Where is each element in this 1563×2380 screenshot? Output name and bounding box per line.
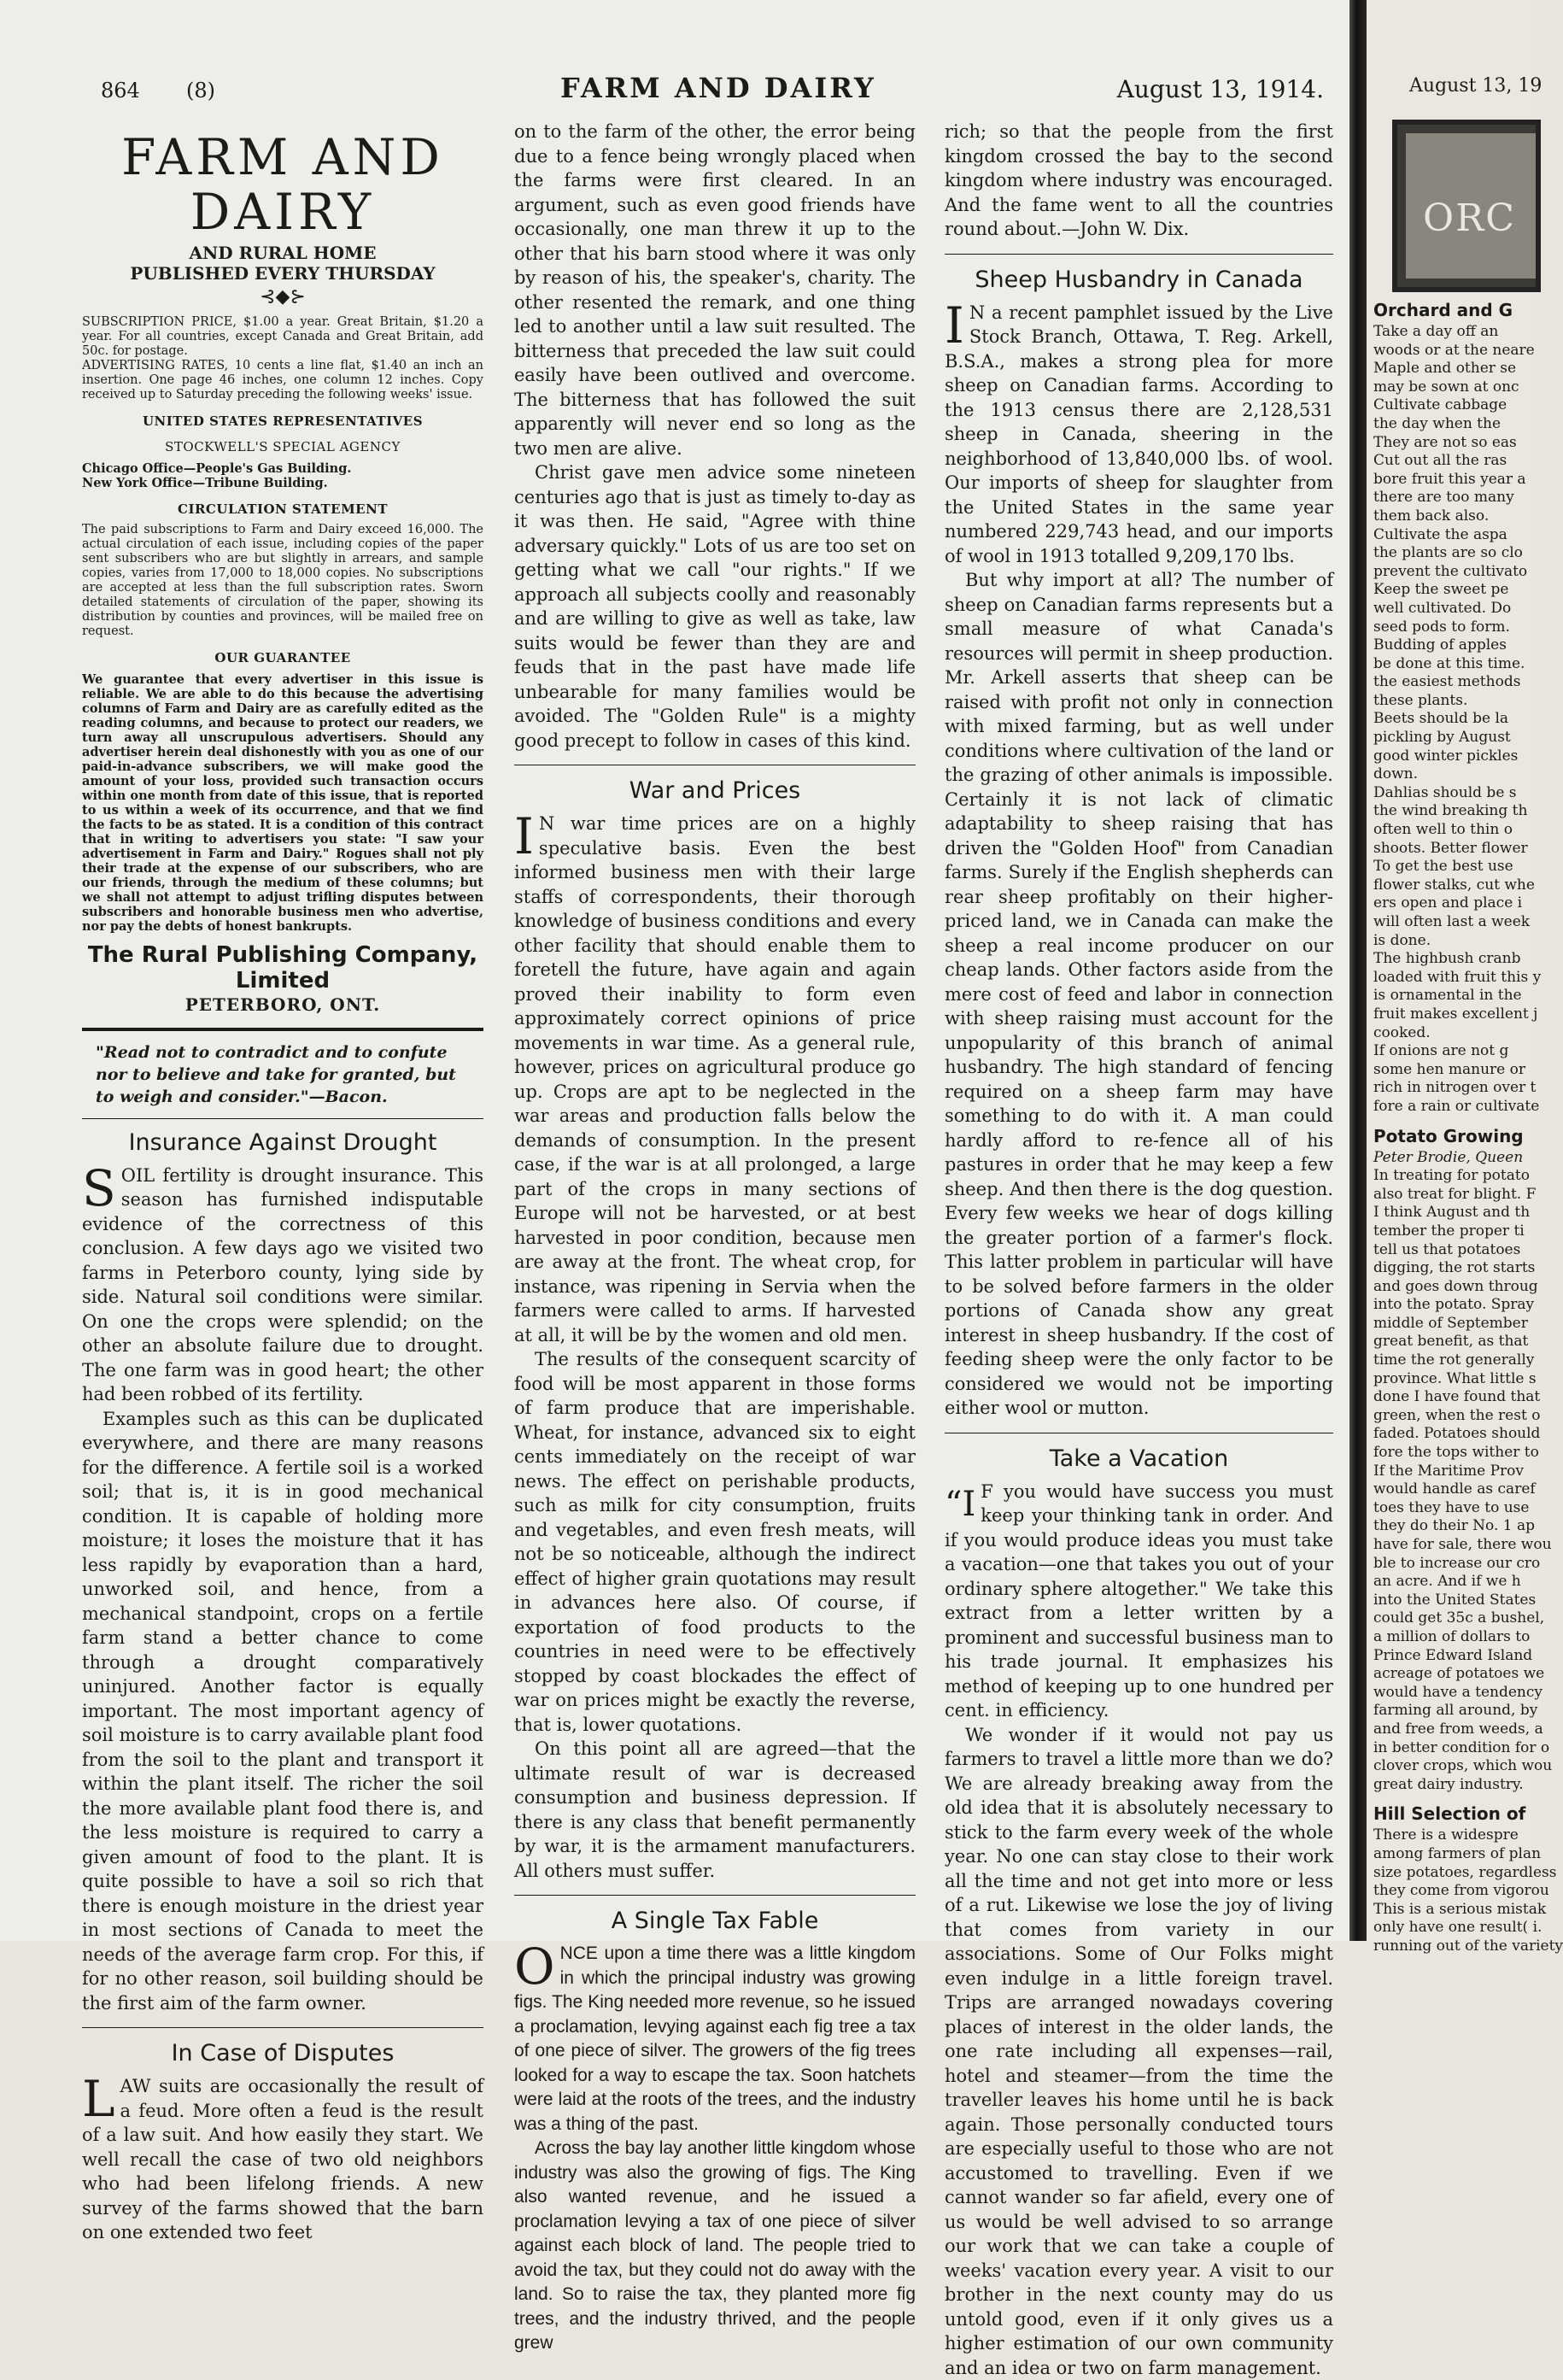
- text-line: woods or at the neare: [1373, 342, 1531, 361]
- guarantee-text: We guarantee that every advertiser in this issue is reliable. We are able to do this because the advertising columns of Farm and Dairy are as carefully edited as the reading columns, and because to protect our readers, we turn away all unscrupulous advertisers. Should any advertiser herein deal dishonestly with you as one of our paid-in-advance subscribers, we will make good the amount of your loss, provided such transaction occurs within one month from date of this issue, that is reported to us within a week of its occurrence, and that we find the facts to be as stated. It is a condition of this contract that in writing to advertisers you state: "I saw your advertisement in Farm and Dairy." Rogues shall not ply their trade at the expense of our subscribers, who are our friends, through the medium of these columns; but we shall not attempt to adjust trifling disputes between subscribers and honorable business men who advertise, nor pay the debts of honest bankrupts.: [82, 672, 483, 934]
- text-line: great dairy industry.: [1373, 1776, 1531, 1795]
- disputes-title: In Case of Disputes: [82, 2027, 483, 2067]
- vacation-p2: We wonder if it would not pay us farmers to travel a little more than we do? We are already breaking away from the old idea that it is absolutely necessary to stick to the farm every week of the whole year. No one can stay close to their work all the time and not get into more or less of a rut. Likewise we lose the joy of living that comes from variety in our associations. Some of Our Folks might even indulge in a little foreign travel. Trips are arranged nowadays covering places of interest in the older lands, the one rate including all expenses—rail, hotel and steamer—from the time the traveller leaves his home until he is back again. Those personally conducted tours are especially useful to those who are not accustomed to travelling. Even if we cannot wander so far afield, every one of us would be well advised to so arrange our work that we can take a couple of weeks' vacation every year. A visit to our brother in the next county may do us untold good, even if it only gives us a higher estimation of our own community and an idea or two on farm management.: [945, 1723, 1333, 2380]
- text-line: province. What little s: [1373, 1370, 1531, 1389]
- publisher-name: The Rural Publishing Company, Limited: [82, 942, 483, 994]
- facing-page-date: August 13, 19: [1409, 75, 1542, 97]
- text-line: Cultivate cabbage: [1373, 396, 1531, 415]
- text-line: they come from vigorou: [1373, 1882, 1531, 1901]
- text-line: tell us that potatoes: [1373, 1241, 1531, 1260]
- subscription-text: SUBSCRIPTION PRICE, $1.00 a year. Great Britain, $1.20 a year. For all countries, except Canada and Great Britain, add 50c. for postage.: [82, 315, 483, 359]
- column-3: [945, 120, 1333, 2380]
- text-line: rich in nitrogen over t: [1373, 1079, 1531, 1098]
- text-line: and goes down throug: [1373, 1278, 1531, 1297]
- potato-author: Peter Brodie, Queen: [1373, 1149, 1531, 1168]
- drop-cap: L: [82, 2078, 115, 2120]
- text-line: middle of September: [1373, 1315, 1531, 1334]
- page-header: [101, 72, 1331, 106]
- sheep-p2: But why import at all? The number of sheep on Canadian farms represents but a small measure of what Canada's resources will permit in sheep production. Mr. Arkell asserts that sheep can be raised with profit not only in connection with mixed farming, but as well under conditions where cultivation of the land or the grazing of other animals is impossible. Certainly it is not lack of climatic adaptability to sheep raising that has driven the "Golden Hoof" from Canadian farms. Surely if the English shepherds can rear sheep profitably on their higher-priced land, we in Canada can make the sheep a real income producer on our cheap lands. Other factors aside from the mere cost of feed and labor in connection with sheep raising must account for the unpopularity of this branch of animal husbandry. The high standard of fencing required on a sheep farm may have something to do with it. A man could hardly afford to re-fence all of his pastures in order that he may keep a few sheep. And then there is the dog question. Every few weeks we hear of dogs killing the greater portion of a farmer's flock. This latter problem in particular will have to be solved before farmers in the older portions of Canada show any great interest in sheep husbandry. If the cost of feeding sheep were the only factor to be considered we would not be importing either wool or mutton.: [945, 568, 1333, 1421]
- text-line: seed pods to form.: [1373, 618, 1531, 637]
- disputes-c2-p1: on to the farm of the other, the error being due to a fence being wrongly placed when the farms were first cleared. In an argument, such as even good friends have occasionally, one man threw it up to the other that his barn stood where it was only by reason of his, the speaker's, charity. The other resented the remark, and one thing led to another until a law suit resulted. The bitterness that preceded the law suit could easily have been outlived and overcome. The bitterness that has followed the suit apparently will never end so long as the two men are alive.: [514, 120, 916, 460]
- masthead-subtitle: AND RURAL HOME: [82, 243, 483, 263]
- text-line: the wind breaking th: [1373, 802, 1531, 821]
- circulation-title: CIRCULATION STATEMENT: [82, 497, 483, 522]
- war-p1: I N war time prices are on a highly speculative basis. Even the best informed business men with their large staffs of correspondents, their thorough knowledge of business conditions and every other facility that should enable them to foretell the future, have again and again proved their inability to form even approximately correct opinions of price movements in war time. As a general rule, however, prices on agricultural produce go up. Crops are apt to be neglected in the war areas and production falls below the demands of consumption. In the present case, if the war is at all prolonged, a large part of the crops in many sections of Europe will not be harvested, or at best harvested in poor condition, because men are away at the front. The wheat crop, for instance, was ripening in Servia when the farmers were called to arms. If harvested at all, it will be by the women and old men.: [514, 812, 916, 1347]
- text-line: fore a rain or cultivate: [1373, 1098, 1531, 1117]
- fable-p1: ONCE upon a time there was a little kingdom in which the principal industry was growing figs. The King needed more revenue, so he issued a proclamation, levying against each fig tree a tax of one piece of silver. The growers of the fig trees looked for a way to escape the tax. Soon hatchets were laid at the roots of the trees, and the industry was a thing of the past.: [514, 1942, 916, 2137]
- text-line: often well to thin o: [1373, 821, 1531, 840]
- sheep-title: Sheep Husbandry in Canada: [945, 254, 1333, 294]
- orchard-text: [1373, 323, 1531, 1117]
- hill-title: Hill Selection of: [1373, 1801, 1531, 1826]
- text-line: loaded with fruit this y: [1373, 969, 1531, 988]
- text-line: would have a tendency: [1373, 1684, 1531, 1703]
- text-line: There is a widespre: [1373, 1826, 1531, 1845]
- disputes-p1: LAW suits are occasionally the result of a feud. More often a feud is the result of a law suit. And how easily they start. We well recall the case of two old neighbors who had been lifelong friends. A new survey of the farms showed that the barn on one extended two feet: [82, 2074, 483, 2245]
- text-line: shoots. Better flower: [1373, 840, 1531, 859]
- text-line: fruit makes excellent j: [1373, 1005, 1531, 1024]
- text-line: is ornamental in the: [1373, 987, 1531, 1005]
- text-line: size potatoes, regardless: [1373, 1864, 1531, 1883]
- text-line: I think August and th: [1373, 1204, 1531, 1222]
- text-line: could get 35c a bushel,: [1373, 1609, 1531, 1628]
- text-line: will often last a week: [1373, 913, 1531, 932]
- sheep-p1: I N a recent pamphlet issued by the Live Stock Branch, Ottawa, T. Reg. Arkell, B.S.A., makes a strong plea for more sheep on Canadian farms. According to the 1913 census there are 2,128,531 sheep in Canada, sheering in the neighborhood of 13,840,000 lbs. of wool. Our imports of sheep for slaughter from the United States in the same year numbered 229,743 head, and our imports of wool in 1913 totalled 9,209,170 lbs.: [945, 301, 1333, 569]
- text-line: Take a day off an: [1373, 323, 1531, 342]
- circulation-text: The paid subscriptions to Farm and Dairy exceed 16,000. The actual circulation of each issue, including copies of the paper sent subscribers who are but slightly in arrears, and sample copies, varies from 17,000 to 18,000 copies. No subscriptions are accepted at less than the full subscription rates. Sworn detailed statements of circulation of the paper, showing its distribution by counties and provinces, will be mailed free on request.: [82, 523, 483, 639]
- vacation-p1: “I F you would have success you must keep your thinking tank in order. And if you would produce ideas you must take a vacation—one that takes you out of your ordinary sphere altogether." We take this extract from a letter written by a prominent and successful business man to his trade journal. It emphasizes his method of keeping up to one hundred per cent. in efficiency.: [945, 1480, 1333, 1723]
- text-line: great benefit, as that: [1373, 1333, 1531, 1351]
- text-line: into the United States: [1373, 1592, 1531, 1610]
- text-line: only have one result( i.: [1373, 1919, 1531, 1937]
- text-line: and free from weeds, a: [1373, 1721, 1531, 1739]
- text-line: ers open and place i: [1373, 894, 1531, 913]
- text-line: ble to increase our cro: [1373, 1555, 1531, 1574]
- text-line: time the rot generally: [1373, 1351, 1531, 1370]
- masthead-published: PUBLISHED EVERY THURSDAY: [82, 263, 483, 284]
- text-line: toes they have to use: [1373, 1499, 1531, 1518]
- text-line: faded. Potatoes should: [1373, 1425, 1531, 1444]
- text-line: farming all around, by: [1373, 1702, 1531, 1721]
- text-line: would handle as caref: [1373, 1480, 1531, 1499]
- drop-cap: S: [82, 1167, 116, 1210]
- text-line: To get the best use: [1373, 858, 1531, 876]
- text-line: these plants.: [1373, 692, 1531, 711]
- column-1: [82, 120, 483, 2245]
- drought-p1: SOIL fertility is drought insurance. This season has furnished indisputable evidence of the correctness of this conclusion. A few days ago we visited two farms in Peterboro county, lying side by side. Natural soil conditions were similar. On one the crops were splendid; on the other an absolute failure due to drought. The one farm was in good heart; the other had been robbed of its fertility.: [82, 1164, 483, 1407]
- hill-text: [1373, 1826, 1531, 1955]
- text-line: fore the tops wither to: [1373, 1444, 1531, 1463]
- text-line: Budding of apples: [1373, 636, 1531, 655]
- text-line: an acre. And if we h: [1373, 1573, 1531, 1592]
- text-line: Maple and other se: [1373, 360, 1531, 378]
- column-2: [514, 120, 916, 2356]
- text-line: Beets should be la: [1373, 710, 1531, 729]
- bacon-quote: "Read not to contradict and to confute nor to believe and take for granted, but to weigh and consider."—Bacon.: [82, 1028, 483, 1119]
- text-line: If the Maritime Prov: [1373, 1463, 1531, 1481]
- text-line: there are too many: [1373, 489, 1531, 507]
- war-p3: On this point all are agreed—that the ultimate result of war is decreased consumption and business depression. If there is any class that benefit permanently by war, it is the armament manufacturers. All others must suffer.: [514, 1737, 916, 1883]
- text-line: If onions are not g: [1373, 1042, 1531, 1061]
- text-line: Cultivate the aspa: [1373, 526, 1531, 545]
- drop-cap: O: [514, 1945, 555, 1988]
- drought-p2: Examples such as this can be duplicated everywhere, and there are many reasons for the difference. A fertile soil is a worked soil; that is, it is in good mechanical condition. It is capable of holding more moisture; it loses the moisture that it has less rapidly by evaporation than a hard, unworked soil, and hence, from a mechanical standpoint, crops on a fertile farm stand a better chance to come through a drought comparatively uninjured. Another factor is equally important. The most important agency of soil moisture is to carry available plant food from the soil to the plant and transport it within the plant itself. The richer the soil the more available plant food there is, and the less moisture is required to carry a given amount of food to the plant. It is quite possible to have a soil so rich that there is enough moisture in the driest year in most sections of Canada to meet the needs of the average farm crop. For this, if for no other reason, soil building should be the first aim of the farm owner.: [82, 1407, 483, 2016]
- newyork-office: New York Office—Tribune Building.: [82, 476, 483, 490]
- text-line: They are not so eas: [1373, 434, 1531, 453]
- text-line: green, when the rest o: [1373, 1407, 1531, 1426]
- text-line: may be sown at onc: [1373, 378, 1531, 397]
- text-line: some hen manure or: [1373, 1061, 1531, 1080]
- text-line: they do their No. 1 ap: [1373, 1517, 1531, 1536]
- vacation-title: Take a Vacation: [945, 1433, 1333, 1473]
- potato-title: Potato Growing: [1373, 1123, 1531, 1149]
- page-paren: (8): [186, 79, 215, 103]
- text-line: pickling by August: [1373, 729, 1531, 747]
- text-line: Cut out all the ras: [1373, 452, 1531, 471]
- text-line: the plants are so clo: [1373, 544, 1531, 563]
- page-gutter: [1349, 0, 1367, 1941]
- agency-name: STOCKWELL'S SPECIAL AGENCY: [82, 435, 483, 460]
- text-line: In treating for potato: [1373, 1167, 1531, 1186]
- fable-c3-p1: rich; so that the people from the first kingdom crossed the bay to the second kingdom where industry was encouraged. And the fame went to all the countries round about.—John W. Dix.: [945, 120, 1333, 242]
- text-line: is done.: [1373, 932, 1531, 951]
- text-line: tember the proper ti: [1373, 1222, 1531, 1241]
- running-title: FARM AND DAIRY: [560, 72, 876, 104]
- orchard-title: Orchard and G: [1373, 297, 1531, 323]
- us-reps-title: UNITED STATES REPRESENTATIVES: [82, 409, 483, 434]
- orchard-banner: [1392, 120, 1541, 292]
- drought-title: Insurance Against Drought: [82, 1129, 483, 1157]
- text-line: well cultivated. Do: [1373, 600, 1531, 618]
- chicago-office: Chicago Office—People's Gas Building.: [82, 461, 483, 476]
- war-title: War and Prices: [514, 765, 916, 805]
- banner-text: ORC: [1423, 196, 1516, 240]
- text-line: This is a serious mistak: [1373, 1901, 1531, 1920]
- masthead-title: FARM AND DAIRY: [82, 130, 483, 239]
- fable-title: A Single Tax Fable: [514, 1895, 916, 1935]
- text-line: flower stalks, cut whe: [1373, 876, 1531, 895]
- text-line: digging, the rot starts: [1373, 1259, 1531, 1278]
- text-line: Prince Edward Island: [1373, 1647, 1531, 1666]
- text-line: The highbush cranb: [1373, 950, 1531, 969]
- ornament-icon: ⊰◆⊱: [82, 285, 483, 310]
- facing-column: [1373, 290, 1531, 1955]
- text-line: done I have found that: [1373, 1388, 1531, 1407]
- text-line: Keep the sweet pe: [1373, 581, 1531, 600]
- text-line: acreage of potatoes we: [1373, 1665, 1531, 1684]
- page-number: 864: [101, 79, 140, 103]
- text-line: the easiest methods: [1373, 673, 1531, 692]
- text-line: in better condition for o: [1373, 1739, 1531, 1758]
- disputes-c2-p2: Christ gave men advice some nineteen centuries ago that is just as timely to-day as it was then. He said, "Agree with thine adversary quickly." Lots of us are too set on getting what we call "our rights." If we approach all subjects coolly and reasonably and are willing to give as well as take, law suits would be fewer than they are and feuds that in the past have made life unbearable for many families would be avoided. The "Golden Rule" is a mighty good precept to follow in cases of this kind.: [514, 460, 916, 753]
- issue-date: August 13, 1914.: [1117, 75, 1324, 103]
- text-line: clover crops, which wou: [1373, 1757, 1531, 1776]
- text-line: also treat for blight. F: [1373, 1186, 1531, 1205]
- fable-p2: Across the bay lay another little kingdom whose industry was also the growing of figs. The King also wanted revenue, and he issued a proclamation levying a tax of one piece of silver against each block of land. The people tried to avoid the tax, but they could not do away with the land. So to raise the tax, they planted more fig trees, and the industry thrived, and the people grew: [514, 2137, 916, 2356]
- drop-cap: “I: [945, 1483, 975, 1526]
- text-line: among farmers of plan: [1373, 1845, 1531, 1864]
- advertising-text: ADVERTISING RATES, 10 cents a line flat, $1.40 an inch an insertion. One page 46 inches, one column 12 inches. Copy received up to Saturday preceding the following weeks' issue.: [82, 359, 483, 402]
- text-line: have for sale, there wou: [1373, 1536, 1531, 1555]
- text-line: bore fruit this year a: [1373, 471, 1531, 489]
- potato-text: [1373, 1167, 1531, 1794]
- text-line: a million of dollars to: [1373, 1628, 1531, 1647]
- text-line: good winter pickles: [1373, 747, 1531, 766]
- text-line: be done at this time.: [1373, 655, 1531, 674]
- guarantee-title: OUR GUARANTEE: [82, 646, 483, 671]
- publisher-city: PETERBORO, ONT.: [82, 994, 483, 1016]
- text-line: into the potato. Spray: [1373, 1296, 1531, 1315]
- text-line: running out of the variety: [1373, 1937, 1531, 1956]
- text-line: them back also.: [1373, 507, 1531, 526]
- text-line: the day when the: [1373, 415, 1531, 434]
- war-p2: The results of the consequent scarcity of food will be most apparent in those forms of farm produce that are imperishable. Wheat, for instance, advanced six to eight cents immediately on the receipt of war news. The effect on perishable products, such as milk for city consumption, fruits and vegetables, and even fresh meats, will not be so noticeable, although the indirect effect of higher grain quotations may result in advances here also. Of course, if exportation of food products to the countries in need were to be effectively stopped by coast blockades the effect of war on prices might be exactly the reverse, that is, lower quotations.: [514, 1347, 916, 1737]
- drop-cap: I: [514, 815, 534, 858]
- text-line: Dahlias should be s: [1373, 784, 1531, 803]
- text-line: down.: [1373, 765, 1531, 784]
- text-line: cooked.: [1373, 1024, 1531, 1043]
- drop-cap: I: [945, 304, 964, 347]
- text-line: prevent the cultivato: [1373, 563, 1531, 582]
